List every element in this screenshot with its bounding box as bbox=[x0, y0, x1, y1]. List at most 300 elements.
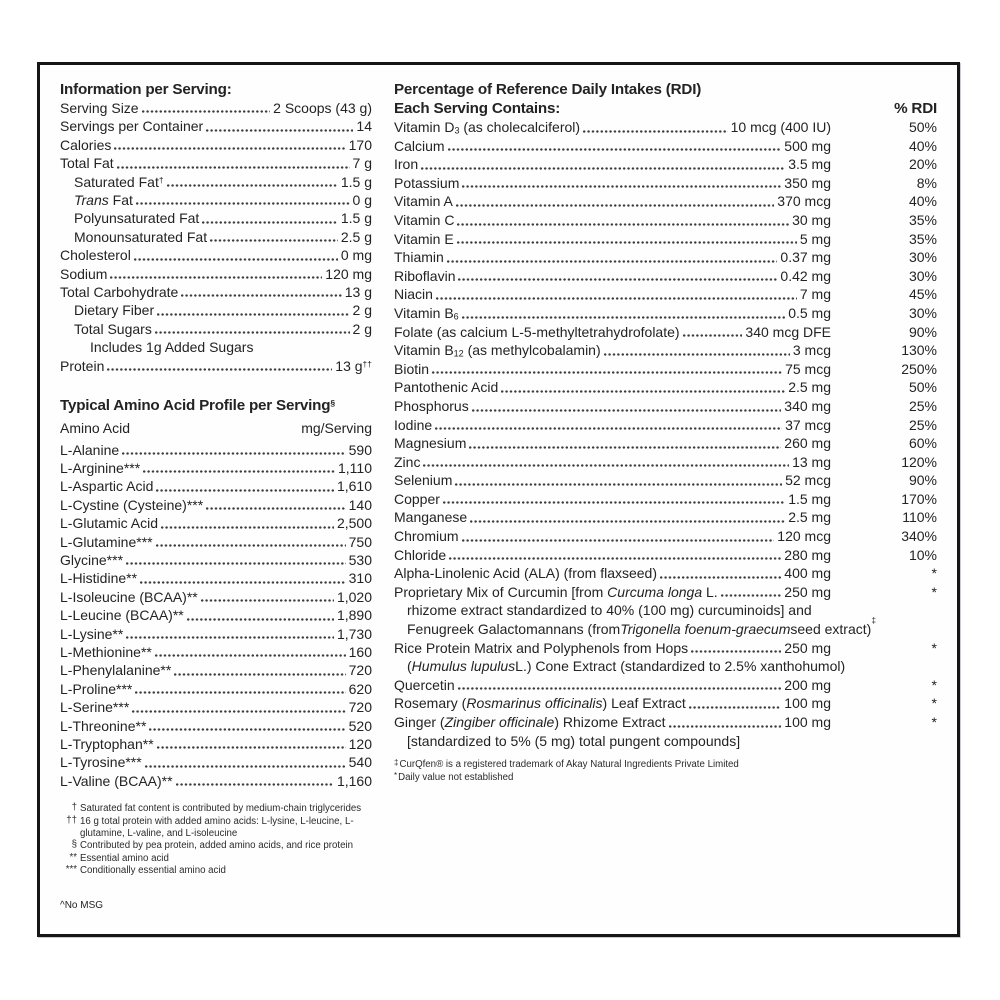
rdi-row bbox=[394, 174, 937, 193]
dot-leader bbox=[500, 378, 785, 397]
footnote-text: Essential amino acid bbox=[80, 852, 169, 864]
dot-leader bbox=[205, 496, 345, 514]
row-label: L-Histidine** bbox=[60, 570, 138, 587]
dot-leader bbox=[139, 569, 346, 587]
rdi-row bbox=[394, 211, 937, 230]
row-value: 37 mcg bbox=[785, 416, 831, 433]
row-label: Monounsaturated Fat bbox=[74, 228, 208, 245]
row-value: 1,110 bbox=[338, 459, 372, 476]
amino-acid-row bbox=[60, 459, 372, 477]
row-label: L-Glutamic Acid bbox=[60, 515, 159, 532]
rdi-percent: 35% bbox=[908, 230, 937, 247]
rdi-row bbox=[394, 192, 937, 211]
dot-leader bbox=[148, 717, 345, 735]
row-label: Chromium bbox=[394, 528, 459, 545]
row-value: 260 mg bbox=[784, 435, 831, 452]
dot-leader bbox=[582, 118, 728, 137]
row-label: Vitamin E bbox=[394, 230, 454, 247]
dot-leader bbox=[603, 341, 790, 360]
rdi-percent: 35% bbox=[908, 211, 937, 228]
row-label: Dietary Fiber bbox=[74, 302, 155, 319]
nutrition-row bbox=[60, 246, 372, 264]
rdi-row-continuation: ( Humulus lupulus L.) Cone Extract (standardized to 2.5% xanthohumol) bbox=[407, 658, 846, 675]
rdi-row bbox=[394, 304, 937, 323]
rdi-row bbox=[394, 434, 937, 453]
footnote bbox=[60, 840, 372, 852]
nutrition-row bbox=[60, 283, 372, 301]
row-label: Folate (as calcium L-5-methyltetrahydrofolate) bbox=[394, 323, 680, 340]
row-value: 1,020 bbox=[336, 588, 372, 605]
row-value: 310 bbox=[348, 570, 372, 587]
footnote-marker: † bbox=[71, 802, 77, 814]
dot-leader bbox=[155, 533, 346, 551]
row-value: 0.37 mg bbox=[780, 249, 831, 266]
supplement-facts-panel bbox=[37, 62, 960, 937]
row-value: 1.5 g bbox=[340, 210, 372, 227]
row-value: 750 bbox=[348, 533, 372, 550]
row-label: L-Arginine*** bbox=[60, 459, 141, 476]
rdi-row bbox=[394, 453, 937, 472]
row-value: 120 mg bbox=[325, 265, 372, 282]
amino-acid-row bbox=[60, 569, 372, 587]
rdi-percent: 10% bbox=[908, 546, 937, 563]
rdi-percent: 90% bbox=[908, 472, 937, 489]
rdi-row bbox=[394, 248, 937, 267]
row-value: 250 mg bbox=[784, 583, 831, 600]
dot-leader bbox=[201, 209, 338, 227]
dot-leader bbox=[156, 735, 346, 753]
amino-acid-row bbox=[60, 606, 372, 624]
dot-leader bbox=[435, 285, 797, 304]
row-label: Potassium bbox=[394, 174, 460, 191]
percent-rdi-column-header: % RDI bbox=[894, 100, 937, 117]
row-value: 1,610 bbox=[336, 478, 372, 495]
nutrition-facts-list bbox=[60, 99, 372, 375]
dot-leader bbox=[456, 211, 789, 230]
amino-acid-list bbox=[60, 441, 372, 791]
row-label: Chloride bbox=[394, 546, 447, 563]
dot-leader bbox=[121, 441, 345, 459]
dot-leader bbox=[456, 230, 797, 249]
row-label: L-Serine*** bbox=[60, 699, 130, 716]
dot-leader bbox=[205, 117, 353, 135]
rdi-row-continuation: rhizome extract standardized to 40% (100 mg) curcuminoids] and bbox=[407, 602, 812, 619]
nutrition-row bbox=[60, 301, 372, 319]
dot-leader bbox=[668, 713, 782, 732]
dot-leader bbox=[160, 514, 334, 532]
nutrition-row bbox=[60, 265, 372, 283]
dot-leader bbox=[659, 564, 781, 583]
rdi-row bbox=[394, 490, 937, 509]
row-label: L-Phenylalanine** bbox=[60, 662, 172, 679]
footnote bbox=[60, 853, 372, 865]
rdi-row bbox=[394, 564, 937, 583]
row-label: Thiamin bbox=[394, 249, 444, 266]
row-value: 13 mg bbox=[792, 453, 831, 470]
row-value: 720 bbox=[348, 699, 372, 716]
row-label: Niacin bbox=[394, 286, 433, 303]
rdi-row bbox=[394, 360, 937, 379]
dot-leader bbox=[166, 173, 338, 191]
dot-leader bbox=[186, 606, 334, 624]
dot-leader bbox=[155, 477, 334, 495]
amino-acid-row bbox=[60, 753, 372, 771]
amino-acid-profile-title-text: Typical Amino Acid Profile per Serving bbox=[60, 397, 331, 415]
rdi-percent: 8% bbox=[916, 174, 937, 191]
row-value: 400 mg bbox=[784, 565, 831, 582]
dot-leader bbox=[154, 320, 350, 338]
dot-leader bbox=[457, 267, 777, 286]
rdi-percent: 30% bbox=[908, 249, 937, 266]
row-label: L-Threonine** bbox=[60, 717, 147, 734]
dot-leader bbox=[431, 360, 782, 379]
rdi-row-continuation: [standardized to 5% (5 mg) total pungent compounds] bbox=[407, 732, 741, 749]
row-label: Total Carbohydrate bbox=[60, 284, 179, 301]
row-value: 200 mg bbox=[784, 676, 831, 693]
row-label: L-Proline*** bbox=[60, 680, 133, 697]
rdi-row bbox=[394, 694, 937, 713]
row-label: Vitamin $B_6$ bbox=[394, 304, 459, 322]
row-value: 0.42 mg bbox=[780, 267, 831, 284]
amino-acid-row bbox=[60, 441, 372, 459]
rdi-percent: 170% bbox=[901, 490, 937, 507]
dot-leader bbox=[690, 639, 781, 658]
row-value: 2.5 g bbox=[340, 228, 372, 245]
rdi-row bbox=[394, 397, 937, 416]
rdi-row bbox=[394, 527, 937, 546]
row-value: 350 mg bbox=[784, 174, 831, 191]
row-label: Vitamin A bbox=[394, 193, 453, 210]
row-label: Proprietary Mix of Curcumin [from Curcuma longa L. bbox=[394, 583, 718, 600]
rdi-row bbox=[394, 341, 937, 360]
rdi-row bbox=[394, 378, 937, 397]
dot-leader bbox=[144, 753, 346, 771]
rdi-percent: 90% bbox=[908, 323, 937, 340]
dot-leader bbox=[175, 772, 334, 790]
row-value: 0 mg bbox=[340, 247, 372, 264]
row-label: L-Alanine bbox=[60, 441, 120, 458]
rdi-percent: 30% bbox=[908, 304, 937, 321]
rdi-row bbox=[394, 639, 937, 658]
dot-leader bbox=[180, 283, 341, 301]
rdi-row-continuation: Fenugreek Galactomannans (from Trigonella foenum-graecum seed extract) ‡ bbox=[407, 615, 877, 638]
row-label: Selenium bbox=[394, 472, 453, 489]
rdi-row bbox=[394, 508, 937, 527]
dot-leader bbox=[154, 643, 346, 661]
rdi-percent: * bbox=[931, 714, 937, 730]
row-value: 120 bbox=[348, 736, 372, 752]
rdi-row bbox=[394, 155, 937, 174]
row-value: 2.5 mg bbox=[788, 509, 831, 526]
rdi-percent: * bbox=[931, 676, 937, 693]
rdi-row bbox=[394, 546, 937, 565]
row-label: Vitamin $B_{12}$ (as methylcobalamin) bbox=[394, 342, 601, 359]
nutrition-row bbox=[60, 99, 372, 117]
row-label: Iron bbox=[394, 156, 419, 173]
right-column bbox=[394, 80, 937, 934]
row-label: Vitamin C bbox=[394, 211, 455, 228]
row-value: 590 bbox=[348, 441, 372, 458]
row-value: 120 mcg bbox=[777, 528, 831, 545]
right-footnotes bbox=[394, 759, 937, 784]
footnote-text: CurQfen® is a registered trademark of Akay Natural Ingredients Private Limited bbox=[399, 759, 739, 771]
row-value: 140 bbox=[348, 496, 372, 513]
rdi-row bbox=[394, 583, 937, 602]
amino-acid-row bbox=[60, 772, 372, 790]
row-label: Riboflavin bbox=[394, 267, 456, 284]
row-label: Pantothenic Acid bbox=[394, 379, 499, 396]
dot-leader bbox=[113, 136, 345, 154]
row-value: 1.5 g bbox=[340, 173, 372, 190]
rdi-row bbox=[394, 471, 937, 490]
dot-leader bbox=[420, 155, 785, 174]
dot-leader bbox=[125, 625, 334, 643]
dot-leader bbox=[173, 661, 345, 679]
row-value: 530 bbox=[348, 551, 372, 568]
row-value: 2 g bbox=[352, 320, 372, 337]
footnote-marker: ‡ bbox=[394, 758, 399, 768]
dot-leader bbox=[133, 246, 338, 264]
section-footnote-marker: § bbox=[330, 398, 336, 409]
row-label: Rice Protein Matrix and Polyphenols from Hops bbox=[394, 639, 689, 656]
dot-leader bbox=[446, 248, 778, 267]
rdi-percent: 30% bbox=[908, 267, 937, 284]
amino-acid-row bbox=[60, 698, 372, 716]
row-value: 2 g bbox=[352, 302, 372, 319]
row-label: Vitamin $D_3$ (as cholecalciferol) bbox=[394, 119, 581, 136]
footnote-marker: § bbox=[71, 839, 77, 851]
footnote-text: 16 g total protein with added amino acids: L-lysine, L-leucine, L-glutamine, L-valine, and L-isoleucine bbox=[80, 815, 354, 840]
footnote-marker: †† bbox=[66, 814, 77, 826]
dot-leader bbox=[447, 137, 782, 156]
row-value: 7 g bbox=[352, 155, 372, 172]
dot-leader bbox=[116, 154, 350, 172]
row-label: Copper bbox=[394, 490, 440, 507]
row-label: Includes 1g Added Sugars bbox=[90, 339, 254, 356]
footnote bbox=[394, 759, 937, 772]
dot-leader bbox=[125, 551, 346, 569]
row-value: 30 mg bbox=[792, 211, 831, 228]
amino-column-headers bbox=[60, 419, 372, 437]
row-label: Rosemary (Rosmarinus officinalis) Leaf Extract bbox=[394, 695, 686, 712]
dot-leader bbox=[131, 698, 345, 716]
dot-leader bbox=[720, 583, 782, 602]
amino-acid-row bbox=[60, 533, 372, 551]
dot-leader bbox=[455, 192, 774, 211]
row-label: Manganese bbox=[394, 509, 468, 526]
rdi-percent: 25% bbox=[908, 416, 937, 433]
rdi-percent: 40% bbox=[908, 137, 937, 154]
rdi-percent: 130% bbox=[901, 342, 937, 359]
left-column bbox=[60, 80, 372, 934]
row-value: 75 mcg bbox=[785, 360, 831, 377]
rdi-row bbox=[394, 713, 937, 732]
nutrition-row bbox=[60, 209, 372, 227]
rdi-percent: 25% bbox=[908, 397, 937, 414]
dot-leader bbox=[461, 527, 775, 546]
row-label: Glycine*** bbox=[60, 551, 124, 568]
dot-leader bbox=[106, 357, 332, 375]
row-label: L-Glutamine*** bbox=[60, 533, 153, 550]
no-msg-note: ^No MSG bbox=[60, 899, 104, 911]
row-value: 280 mg bbox=[784, 546, 831, 563]
rdi-percent: 50% bbox=[908, 379, 937, 396]
row-label: Protein bbox=[60, 357, 105, 374]
rdi-percent: 340% bbox=[901, 528, 937, 545]
row-value: 0 g bbox=[352, 192, 372, 209]
row-value: 5 mg bbox=[799, 230, 831, 247]
dot-leader bbox=[688, 694, 782, 713]
row-value: 250 mg bbox=[784, 639, 831, 656]
row-value: 1,160 bbox=[336, 772, 372, 789]
row-label: Cholesterol bbox=[60, 247, 131, 264]
row-label: Magnesium bbox=[394, 435, 467, 452]
rdi-percent: 250% bbox=[901, 360, 937, 377]
left-footnotes bbox=[60, 803, 372, 877]
row-value: 500 mg bbox=[784, 137, 831, 154]
row-label: L-Cystine (Cysteine)*** bbox=[60, 496, 204, 513]
row-label: L-Leucine (BCAA)** bbox=[60, 607, 184, 624]
row-label: Sodium bbox=[60, 265, 108, 282]
nutrition-row bbox=[60, 228, 372, 246]
row-value: 0.5 mg bbox=[788, 304, 831, 321]
row-label: Servings per Container bbox=[60, 118, 204, 135]
row-label: Calories bbox=[60, 136, 112, 153]
dot-leader bbox=[422, 453, 789, 472]
nutrition-row bbox=[60, 154, 372, 172]
footnote bbox=[60, 816, 372, 841]
row-label: Total Sugars bbox=[74, 320, 152, 337]
dot-leader bbox=[434, 416, 782, 435]
row-label: Trans Fat bbox=[74, 192, 133, 209]
amino-acid-row bbox=[60, 514, 372, 532]
row-value: 3.5 mg bbox=[788, 156, 831, 173]
dot-leader bbox=[134, 680, 345, 698]
row-value: 13 g†† bbox=[335, 357, 372, 374]
row-value: 170 bbox=[348, 136, 372, 153]
amino-acid-row bbox=[60, 717, 372, 735]
dot-leader bbox=[442, 490, 785, 509]
row-label: L-Aspartic Acid bbox=[60, 478, 154, 495]
row-label: Zinc bbox=[394, 453, 421, 470]
row-value: 2 Scoops (43 g) bbox=[273, 100, 372, 116]
row-value: 720 bbox=[348, 662, 372, 679]
row-value: 340 mg bbox=[784, 397, 831, 414]
dot-leader bbox=[469, 508, 785, 527]
row-label: Serving Size bbox=[60, 100, 139, 116]
row-label: Quercetin bbox=[394, 676, 455, 693]
dot-leader bbox=[200, 588, 334, 606]
dot-leader bbox=[468, 434, 781, 453]
dot-leader bbox=[448, 546, 781, 565]
row-label: L-Valine (BCAA)** bbox=[60, 772, 173, 789]
rdi-percent: 20% bbox=[908, 156, 937, 173]
row-value: 1.5 mg bbox=[788, 490, 831, 507]
amino-acid-row bbox=[60, 588, 372, 606]
footnote-text: Contributed by pea protein, added amino acids, and rice protein bbox=[80, 840, 354, 852]
dot-leader bbox=[457, 676, 782, 695]
amino-acid-row bbox=[60, 625, 372, 643]
row-value: 370 mcg bbox=[777, 193, 831, 210]
footnote bbox=[60, 865, 372, 877]
nutrition-row bbox=[60, 338, 372, 356]
rdi-row bbox=[394, 323, 937, 342]
amino-acid-column-header: Amino Acid bbox=[60, 420, 131, 437]
row-value: 10 mcg (400 IU) bbox=[730, 119, 831, 135]
row-value: 540 bbox=[348, 754, 372, 771]
rdi-row bbox=[394, 416, 937, 435]
dot-leader bbox=[209, 228, 338, 246]
amino-acid-row bbox=[60, 551, 372, 569]
rdi-row bbox=[394, 118, 937, 137]
rdi-row bbox=[394, 267, 937, 286]
nutrition-row bbox=[60, 173, 372, 191]
footnote-marker: ** bbox=[69, 851, 77, 863]
row-value: 2.5 mg bbox=[788, 379, 831, 396]
row-value: 160 bbox=[348, 643, 372, 660]
rdi-row bbox=[394, 137, 937, 156]
dot-leader bbox=[135, 191, 350, 209]
row-label: L-Isoleucine (BCAA)** bbox=[60, 588, 198, 605]
row-value: 620 bbox=[348, 680, 372, 697]
row-value: 100 mg bbox=[784, 695, 831, 712]
rdi-percent: 120% bbox=[901, 453, 937, 470]
row-value: 2,500 bbox=[336, 515, 372, 532]
row-label: Phosphorus bbox=[394, 397, 469, 414]
nutrition-row bbox=[60, 357, 372, 375]
rdi-list bbox=[394, 118, 937, 750]
row-label: Saturated Fat† bbox=[74, 173, 164, 190]
dot-leader bbox=[142, 459, 335, 477]
rdi-row bbox=[394, 676, 937, 695]
footnote bbox=[394, 772, 937, 785]
row-value: 1,890 bbox=[336, 607, 372, 624]
dot-leader bbox=[471, 397, 782, 416]
dot-leader bbox=[109, 265, 322, 283]
row-value: 13 g bbox=[344, 284, 372, 301]
amino-acid-profile-title bbox=[60, 396, 372, 415]
footnote-text: Saturated fat content is contributed by medium-chain triglycerides bbox=[80, 803, 362, 815]
row-value: 100 mg bbox=[784, 714, 831, 730]
rdi-percent: * bbox=[931, 695, 937, 712]
rdi-percent: * bbox=[931, 565, 937, 582]
footnote-text: Daily value not established bbox=[398, 771, 514, 783]
rdi-percent: * bbox=[931, 639, 937, 656]
row-value: 52 mcg bbox=[785, 472, 831, 489]
row-label: Total Fat bbox=[60, 155, 114, 172]
amino-acid-row bbox=[60, 477, 372, 495]
footnote bbox=[60, 803, 372, 815]
rdi-percent: * bbox=[931, 583, 937, 600]
nutrition-row bbox=[60, 117, 372, 135]
row-value: 1,730 bbox=[336, 625, 372, 642]
row-label: Ginger (Zingiber officinale) Rhizome Extract bbox=[394, 714, 666, 730]
rdi-title: Percentage of Reference Daily Intakes (RDI) bbox=[394, 81, 702, 98]
row-value: 340 mcg DFE bbox=[745, 323, 831, 340]
dot-leader bbox=[461, 304, 786, 323]
nutrition-row bbox=[60, 320, 372, 338]
amino-acid-row bbox=[60, 680, 372, 698]
footnote-marker: *** bbox=[65, 864, 77, 876]
amino-acid-row bbox=[60, 643, 372, 661]
row-label: L-Tryptophan** bbox=[60, 736, 154, 752]
dot-leader bbox=[156, 301, 349, 319]
row-label: Calcium bbox=[394, 137, 445, 154]
rdi-percent: 45% bbox=[908, 286, 937, 303]
each-serving-contains-label: Each Serving Contains: bbox=[394, 100, 561, 117]
dot-leader bbox=[454, 471, 782, 490]
row-label: Iodine bbox=[394, 416, 433, 433]
